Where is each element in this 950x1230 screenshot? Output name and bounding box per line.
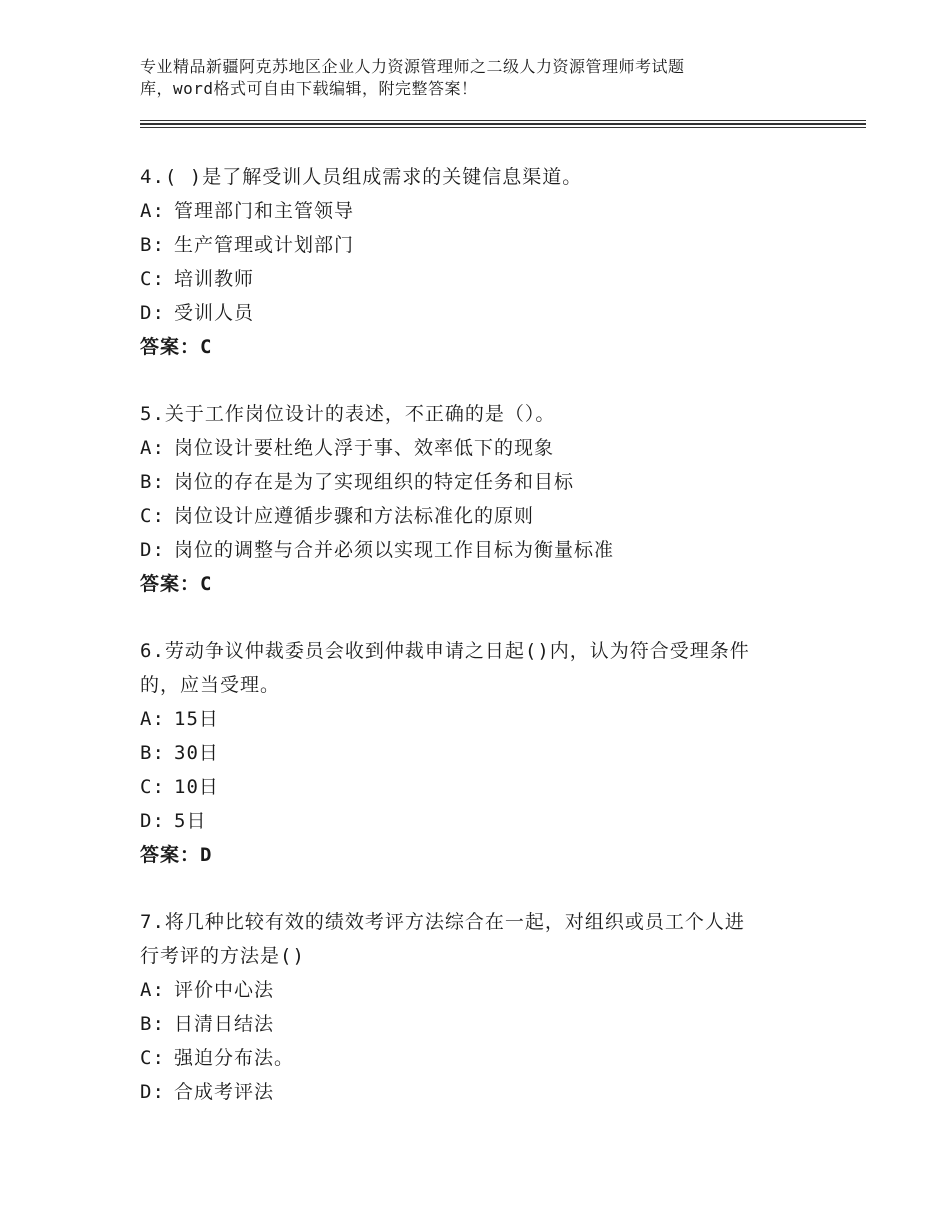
option-key: B: [140,471,165,493]
option-a [140,973,820,1007]
option-key: B: [140,234,165,256]
option-text: 合成考评法 [174,1081,275,1103]
option-text: 岗位的存在是为了实现组织的特定任务和目标 [174,471,575,493]
question-text-line-2: 的，应当受理。 [140,674,281,696]
option-a [140,194,820,228]
option-text: 强迫分布法。 [174,1047,295,1069]
question-5 [140,397,820,601]
option-c [140,1041,820,1075]
header-rule-middle [140,123,866,125]
question-text-line-2: 行考评的方法是() [140,945,305,967]
option-text: 培训教师 [174,268,255,290]
option-b [140,228,820,262]
option-key: C: [140,1047,165,1069]
answer-label: 答案：D [140,844,213,866]
option-b [140,465,820,499]
option-key: D: [140,1081,165,1103]
question-4 [140,160,820,364]
option-text: 30日 [174,742,219,764]
header-rule-bottom [140,127,866,128]
answer-label: 答案：C [140,336,213,358]
option-key: C: [140,776,165,798]
option-c [140,499,820,533]
answer-label: 答案：C [140,573,213,595]
option-text: 管理部门和主管领导 [174,200,355,222]
option-d [140,533,820,567]
question-7 [140,905,820,1109]
question-text: 5.关于工作岗位设计的表述，不正确的是（）。 [140,403,556,425]
option-d [140,804,820,838]
question-text-line-1: 7.将几种比较有效的绩效考评方法综合在一起，对组织或员工个人进 [140,911,745,933]
option-key: C: [140,268,165,290]
option-d [140,1075,820,1109]
option-text: 岗位设计要杜绝人浮于事、效率低下的现象 [174,437,555,459]
option-text: 岗位设计应遵循步骤和方法标准化的原则 [174,505,535,527]
question-text: 4.( )是了解受训人员组成需求的关键信息渠道。 [140,166,583,188]
option-text: 评价中心法 [174,979,275,1001]
option-text: 15日 [174,708,219,730]
question-list [140,160,820,1142]
option-text: 10日 [174,776,219,798]
option-key: A: [140,979,165,1001]
option-a [140,431,820,465]
option-key: A: [140,708,165,730]
option-d [140,296,820,330]
option-text: 日清日结法 [174,1013,275,1035]
option-key: D: [140,810,165,832]
option-key: D: [140,539,165,561]
option-key: B: [140,742,165,764]
option-key: D: [140,302,165,324]
option-c [140,770,820,804]
header-rule-top [140,120,866,121]
option-b [140,736,820,770]
question-text-line-1: 6.劳动争议仲裁委员会收到仲裁申请之日起()内，认为符合受理条件 [140,640,750,662]
option-key: B: [140,1013,165,1035]
question-6 [140,634,820,872]
option-text: 岗位的调整与合并必须以实现工作目标为衡量标准 [174,539,615,561]
header-line-1: 专业精品新疆阿克苏地区企业人力资源管理师之二级人力资源管理师考试题 [140,57,685,76]
document-header [140,56,866,100]
option-c [140,262,820,296]
option-b [140,1007,820,1041]
header-line-2: 库，word格式可自由下载编辑，附完整答案！ [140,79,478,98]
option-a [140,702,820,736]
option-text: 生产管理或计划部门 [174,234,355,256]
option-text: 受训人员 [174,302,255,324]
option-key: C: [140,505,165,527]
option-key: A: [140,437,165,459]
option-text: 5日 [174,810,207,832]
option-key: A: [140,200,165,222]
